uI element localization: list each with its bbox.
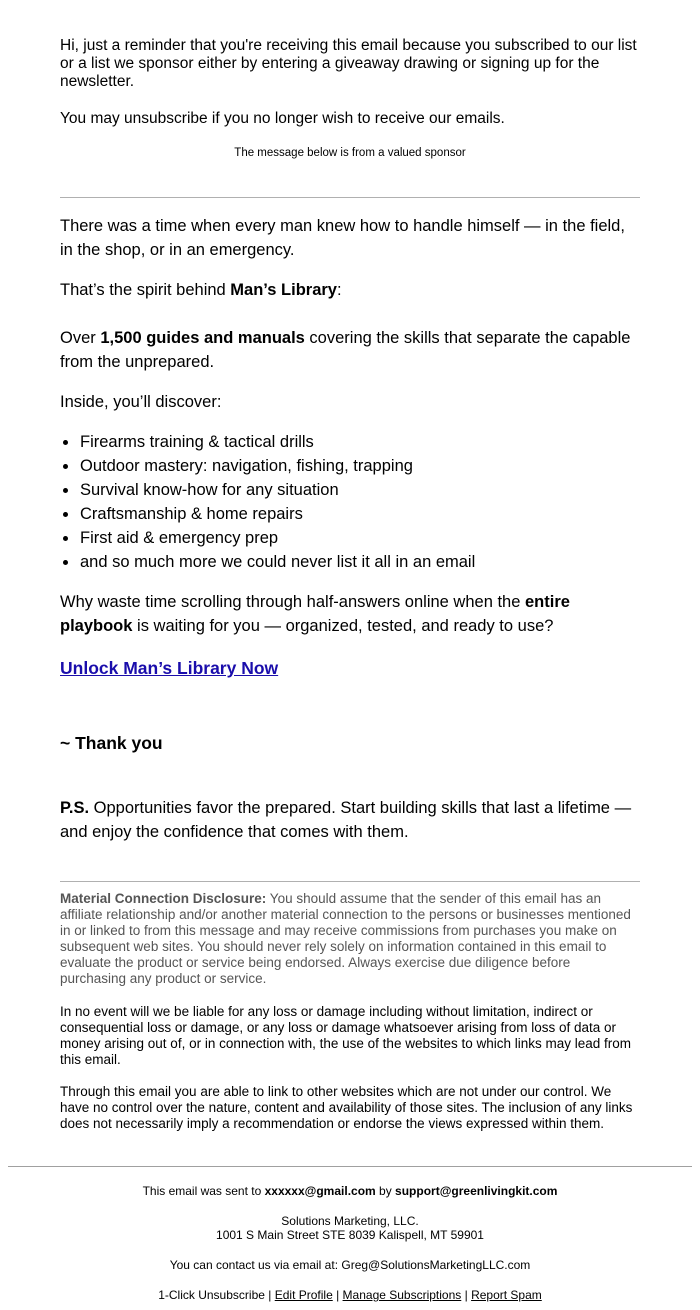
report-spam-link[interactable]: Report Spam	[471, 1288, 542, 1302]
list-item	[80, 430, 660, 454]
body-paragraph-1: There was a time when every man knew how to handle himself — in the field, in the shop, or in an emergency.	[60, 217, 625, 259]
bullet-icon	[63, 488, 68, 493]
sent-mid: by	[375, 1184, 396, 1198]
unsubscribe-note: You may unsubscribe if you no longer wish to receive our emails.	[60, 110, 505, 127]
p3-pre: Over	[60, 329, 101, 347]
list-item	[80, 526, 660, 550]
list-item-text: First aid & emergency prep	[80, 529, 279, 547]
body-paragraph-2	[60, 278, 640, 302]
intro-text: Hi, just a reminder that you're receiving this email because you subscribed to our list or a list we sponsor either by entering a giveaway drawing or signing up for the newsletter.	[60, 37, 637, 90]
bullet-icon	[63, 536, 68, 541]
sent-pre: This email was sent to	[142, 1184, 265, 1198]
list-item-text: Survival know-how for any situation	[80, 481, 339, 499]
bullet-icon	[63, 464, 68, 469]
external-links-disclaimer: Through this email you are able to link to other websites which are not under our control. We have no control over the nature, content and availability of those sites. The inclusion of any links does not necessarily imply a recommendation or endorse the views expressed within them.	[60, 1084, 633, 1131]
p5-bold: entire playbook	[60, 593, 570, 635]
sponsor-note: The message below is from a valued sponsor	[234, 147, 466, 159]
list-item	[80, 502, 660, 526]
unlock-library-link[interactable]: Unlock Man’s Library Now	[60, 658, 279, 678]
ps-text: Opportunities favor the prepared. Start building skills that last a lifetime — and enjoy the confidence that comes with them.	[60, 799, 632, 841]
sender-email: support@greenlivingkit.com	[395, 1184, 558, 1198]
company-address: 1001 S Main Street STE 8039 Kalispell, MT 59901	[216, 1228, 484, 1242]
p5-post: is waiting for you — organized, tested, and ready to use?	[132, 617, 554, 635]
footer-links	[0, 1288, 700, 1302]
bullet-icon	[63, 560, 68, 565]
p2-post: :	[336, 281, 342, 299]
list-item-text: Craftsmanship & home repairs	[80, 505, 303, 523]
divider	[60, 881, 640, 882]
footer-divider	[8, 1166, 692, 1167]
p5-pre: Why waste time scrolling through half-answers online when the	[60, 593, 525, 611]
sent-to-line	[0, 1184, 700, 1198]
bullet-icon	[63, 512, 68, 517]
list-item	[80, 550, 660, 574]
list-item	[80, 454, 660, 478]
liability-disclaimer: In no event will we be liable for any loss or damage including without limitation, indirect or consequential loss or damage, or any loss or damage whatsoever arising from loss of data or money arising out of, or in connection with, the use of the websites to which links may lead from this email.	[60, 1004, 632, 1067]
company-name: Solutions Marketing, LLC.	[281, 1214, 419, 1228]
separator: |	[264, 1288, 275, 1302]
one-click-unsubscribe: 1-Click Unsubscribe	[158, 1288, 265, 1302]
p3-bold: 1,500 guides and manuals	[100, 329, 305, 347]
disclosure-text: You should assume that the sender of this email has an affiliate relationship and/or another material connection to the persons or businesses mentioned in or linked to from this message and may receive commissions from purchases you make on subsequent web sites. You should never rely solely on information contained in this email to evaluate the product or service being endorsed. Always exercise due diligence before purchasing any product or service.	[60, 891, 631, 986]
edit-profile-link[interactable]: Edit Profile	[274, 1288, 333, 1302]
bullet-icon	[63, 440, 68, 445]
disclosure-label: Material Connection Disclosure:	[60, 891, 267, 906]
separator: |	[461, 1288, 472, 1302]
body-paragraph-5	[60, 590, 640, 638]
p3-post: covering the skills that separate the capable from the unprepared.	[60, 329, 631, 371]
body-paragraph-3	[60, 326, 640, 374]
manage-subscriptions-link[interactable]: Manage Subscriptions	[342, 1288, 462, 1302]
recipient-email: xxxxxx@gmail.com	[264, 1184, 376, 1198]
list-item	[80, 478, 660, 502]
divider	[60, 197, 640, 198]
separator: |	[332, 1288, 343, 1302]
contact-line: You can contact us via email at: Greg@SolutionsMarketingLLC.com	[169, 1258, 531, 1272]
ps-label: P.S.	[60, 799, 90, 817]
list-item-text: and so much more we could never list it all in an email	[80, 553, 476, 571]
ps-paragraph	[60, 796, 640, 844]
thank-you-heading: ~ Thank you	[60, 733, 163, 753]
list-item-text: Firearms training & tactical drills	[80, 433, 314, 451]
feature-list	[60, 430, 660, 574]
p2-pre: That’s the spirit behind	[60, 281, 231, 299]
p2-bold: Man’s Library	[230, 281, 337, 299]
list-item-text: Outdoor mastery: navigation, fishing, trapping	[80, 457, 413, 475]
material-disclosure	[60, 891, 640, 987]
body-paragraph-4: Inside, you’ll discover:	[60, 393, 222, 411]
